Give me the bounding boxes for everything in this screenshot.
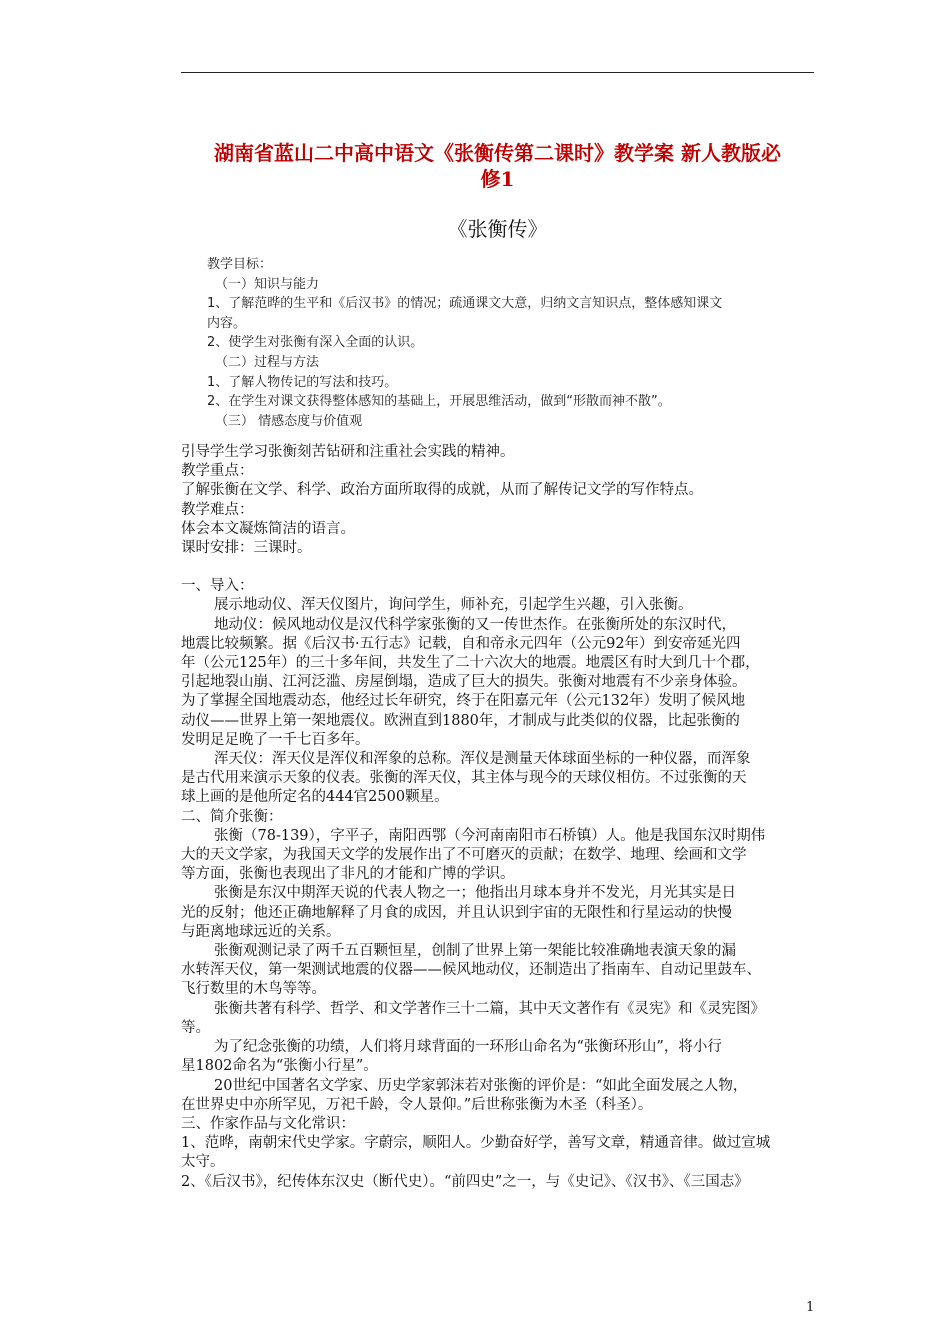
section-heading-bio: 二、简介张衡： [181, 808, 283, 825]
paragraph-line: 1、范晔，南朝宋代史学家。字蔚宗，顺阳人。少勤奋好学，善写文章，精通音律。做过宣城 [181, 1135, 771, 1152]
paragraph-line: 课时安排：三课时。 [181, 540, 312, 557]
paragraph-line: 动仪——世界上第一架地震仪。欧洲直到1880年，才制成与此类似的仪器，比起张衡的 [181, 712, 740, 729]
paragraph-line: 地动仪：候风地动仪是汉代科学家张衡的又一传世杰作。在张衡所处的东汉时代， [214, 616, 736, 633]
objectives-heading: 教学目标： [207, 257, 273, 272]
paragraph-line: 为了纪念张衡的功绩，人们将月球背面的一环形山命名为“张衡环形山”，将小行 [214, 1039, 722, 1056]
paragraph-line: 20世纪中国著名文学家、历史学家郭沫若对张衡的评价是：“如此全面发展之人物， [214, 1077, 748, 1094]
heading-difficulties: 教学难点： [181, 501, 254, 518]
objectives-block [207, 255, 807, 431]
paragraph-line: 水转浑天仪，第一架测试地震的仪器——候风地动仪，还制造出了指南车、自动记里鼓车、 [181, 962, 761, 979]
paragraph-line: 为了掌握全国地震动态，他经过长年研究，终于在阳嘉元年（公元132年）发明了候风地 [181, 693, 746, 710]
paragraph-line: 与距离地球远近的关系。 [181, 923, 341, 940]
paragraph-line: 发明足足晚了一千七百多年。 [181, 731, 370, 748]
paragraph-line: 太守。 [181, 1154, 225, 1171]
paragraph-line: 在世界史中亦所罕见，万祀千龄，令人景仰。”后世称张衡为木圣（科圣）。 [181, 1096, 653, 1113]
objective-item: 1、了解范晔的生平和《后汉书》的情况；疏通课文大意，归纳文言知识点，整体感知课文 [207, 296, 723, 312]
paragraph-line: 展示地动仪、浑天仪图片，询问学生，师补充，引起学生兴趣，引入张衡。 [214, 597, 693, 614]
page-number: 1 [806, 1300, 815, 1315]
paragraph-line: 等方面，张衡也表现出了非凡的才能和广博的学识。 [181, 866, 515, 883]
objective-item: 2、在学生对课文获得整体感知的基础上，开展思维活动，做到“形散而神不散”。 [207, 394, 671, 410]
paragraph-line: 地震比较频繁。据《后汉书·五行志》记载，自和帝永元四年（公元92年）到安帝延光四 [181, 635, 741, 652]
body-text [181, 443, 821, 1192]
paragraph-line: 等。 [181, 1019, 210, 1036]
section-heading-intro: 一、导入： [181, 578, 254, 595]
paragraph-line: 星1802命名为“张衡小行星”。 [181, 1058, 378, 1075]
paragraph-line: 球上画的是他所定名的444官2500颗星。 [181, 789, 449, 806]
paragraph-line: 光的反射；他还正确地解释了月食的成因，并且认识到宇宙的无限性和行星运动的快慢 [181, 904, 732, 921]
paragraph-line: 引起地裂山崩、江河泛滥、房屋倒塌，造成了巨大的损失。张衡对地震有不少亲身体验。 [181, 674, 747, 691]
document-subtitle: 《张衡传》 [447, 217, 548, 241]
objective-section-1: （一）知识与能力 [215, 276, 320, 292]
section-heading-works: 三、作家作品与文化常识： [181, 1115, 355, 1132]
paragraph-line: 张衡是东汉中期浑天说的代表人物之一；他指出月球本身并不发光，月光其实是日 [214, 885, 736, 902]
document-title [175, 140, 820, 192]
paragraph-line: 了解张衡在文学、科学、政治方面所取得的成就，从而了解传记文学的写作特点。 [181, 482, 703, 499]
objective-item: 2、使学生对张衡有深入全面的认识。 [207, 335, 424, 351]
paragraph-line: 大的天文学家，为我国天文学的发展作出了不可磨灭的贡献；在数学、地理、绘画和文学 [181, 847, 747, 864]
paragraph-line: 是古代用来演示天象的仪表。张衡的浑天仪，其主体与现今的天球仪相仿。不过张衡的天 [181, 770, 747, 787]
paragraph-line: 飞行数里的木鸟等等。 [181, 981, 326, 998]
paragraph-line: 浑天仪：浑天仪是浑仪和浑象的总称。浑仪是测量天体球面坐标的一种仪器，而浑象 [214, 751, 751, 768]
objective-section-2: （二）过程与方法 [215, 354, 320, 370]
objective-section-3: （三） 情感态度与价值观 [215, 413, 363, 429]
paragraph-line: 2、《后汉书》，纪传体东汉史（断代史）。“前四史”之一，与《史记》、《汉书》、《三国志》 [181, 1173, 749, 1190]
paragraph-line: 张衡观测记录了两千五百颗恒星，创制了世界上第一架能比较准确地表演天象的漏 [214, 943, 736, 960]
title-line-2: 修1 [480, 167, 515, 191]
paragraph-line: 年（公元125年）的三十多年间，共发生了二十六次大的地震。地震区有时大到几十个郡， [181, 655, 760, 672]
paragraph-line: 体会本文凝炼简洁的语言。 [181, 520, 355, 537]
paragraph-line: 张衡（78-139），字平子，南阳西鄂（今河南南阳市石桥镇）人。他是我国东汉时期伟 [214, 827, 766, 844]
heading-key-points: 教学重点： [181, 463, 254, 480]
paragraph-line: 引导学生学习张衡刻苦钻研和注重社会实践的精神。 [181, 444, 515, 460]
header-rule [181, 72, 814, 73]
objective-item: 1、了解人物传记的写法和技巧。 [207, 374, 398, 390]
title-line-1: 湖南省蓝山二中高中语文《张衡传第二课时》教学案 新人教版必 [214, 141, 781, 165]
paragraph-line: 张衡共著有科学、哲学、和文学著作三十二篇，其中天文著作有《灵宪》和《灵宪图》 [214, 1000, 765, 1017]
objective-item-cont: 内容。 [207, 315, 247, 331]
